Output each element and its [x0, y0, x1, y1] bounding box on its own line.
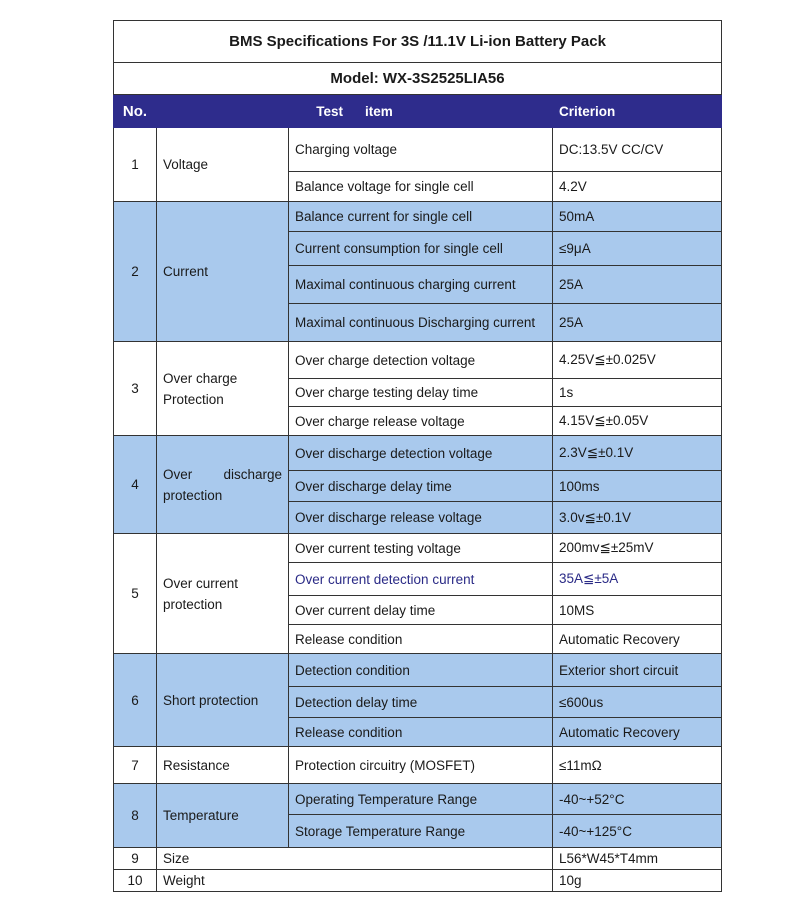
test-item-cell: Operating Temperature Range	[289, 784, 553, 815]
header-criterion: Criterion	[553, 95, 722, 128]
category-cell: Short protection	[157, 654, 289, 747]
model-number: Model: WX-3S2525LIA56	[114, 63, 722, 95]
criterion-cell: 10MS	[553, 596, 722, 625]
category-cell: Resistance	[157, 747, 289, 784]
table-row	[114, 654, 722, 687]
category-cell: Voltage	[157, 128, 289, 202]
criterion-cell: 10g	[553, 870, 722, 892]
test-item-cell: Over charge testing delay time	[289, 379, 553, 407]
test-item-cell: Over charge release voltage	[289, 407, 553, 436]
header-no: No.	[114, 95, 157, 128]
criterion-cell: L56*W45*T4mm	[553, 848, 722, 870]
test-item-cell: Over discharge delay time	[289, 471, 553, 502]
header-test: Test	[316, 103, 343, 119]
test-item-cell: Current consumption for single cell	[289, 232, 553, 266]
test-item-cell: Over current detection current	[289, 563, 553, 596]
row-number: 10	[114, 870, 157, 892]
test-item-cell: Over discharge release voltage	[289, 502, 553, 534]
category-cell: Over current protection	[157, 534, 289, 654]
criterion-cell: Exterior short circuit	[553, 654, 722, 687]
table-row	[114, 128, 722, 172]
table-row	[114, 870, 722, 892]
spec-table	[113, 20, 722, 892]
table-row	[114, 848, 722, 870]
table-row	[114, 436, 722, 471]
test-item-cell: Over current testing voltage	[289, 534, 553, 563]
criterion-cell: ≤600us	[553, 687, 722, 718]
category-cell: Over charge Protection	[157, 342, 289, 436]
header-row	[114, 95, 722, 128]
title-row	[114, 21, 722, 63]
test-item-cell: Balance voltage for single cell	[289, 172, 553, 202]
row-number: 1	[114, 128, 157, 202]
criterion-cell: 50mA	[553, 202, 722, 232]
test-item-cell: Release condition	[289, 718, 553, 747]
test-item-cell: Over discharge detection voltage	[289, 436, 553, 471]
table-row	[114, 342, 722, 379]
header-item: item	[365, 103, 393, 119]
test-item-cell: Detection delay time	[289, 687, 553, 718]
category-cell: Over discharge protection	[157, 436, 289, 534]
test-item-cell: Balance current for single cell	[289, 202, 553, 232]
test-item-cell: Detection condition	[289, 654, 553, 687]
header-test-item	[157, 95, 553, 128]
test-item-cell: Maximal continuous charging current	[289, 266, 553, 304]
criterion-cell: DC:13.5V CC/CV	[553, 128, 722, 172]
criterion-cell: 25A	[553, 266, 722, 304]
row-number: 2	[114, 202, 157, 342]
spec-sheet	[113, 20, 721, 892]
test-item-cell: Charging voltage	[289, 128, 553, 172]
test-item-cell: Protection circuitry (MOSFET)	[289, 747, 553, 784]
test-item-cell: Storage Temperature Range	[289, 815, 553, 848]
criterion-cell: 3.0v≦±0.1V	[553, 502, 722, 534]
criterion-cell: 4.25V≦±0.025V	[553, 342, 722, 379]
criterion-cell: 25A	[553, 304, 722, 342]
row-number: 9	[114, 848, 157, 870]
criterion-cell: -40~+125°C	[553, 815, 722, 848]
row-number: 5	[114, 534, 157, 654]
table-row	[114, 747, 722, 784]
criterion-cell: ≤9μA	[553, 232, 722, 266]
table-row	[114, 202, 722, 232]
criterion-cell: 35A≦±5A	[553, 563, 722, 596]
criterion-cell: Automatic Recovery	[553, 625, 722, 654]
document-title: BMS Specifications For 3S /11.1V Li-ion Battery Pack	[114, 21, 722, 63]
criterion-cell: 1s	[553, 379, 722, 407]
test-item-cell: Over charge detection voltage	[289, 342, 553, 379]
category-cell: Temperature	[157, 784, 289, 848]
model-row	[114, 63, 722, 95]
table-row	[114, 784, 722, 815]
row-number: 8	[114, 784, 157, 848]
row-number: 7	[114, 747, 157, 784]
row-number: 4	[114, 436, 157, 534]
criterion-cell: 4.2V	[553, 172, 722, 202]
criterion-cell: 4.15V≦±0.05V	[553, 407, 722, 436]
category-cell: Size	[157, 848, 553, 870]
criterion-cell: 100ms	[553, 471, 722, 502]
row-number: 6	[114, 654, 157, 747]
test-item-cell: Maximal continuous Discharging current	[289, 304, 553, 342]
table-row	[114, 534, 722, 563]
criterion-cell: Automatic Recovery	[553, 718, 722, 747]
criterion-cell: 2.3V≦±0.1V	[553, 436, 722, 471]
criterion-cell: ≤11mΩ	[553, 747, 722, 784]
criterion-cell: -40~+52°C	[553, 784, 722, 815]
category-cell: Current	[157, 202, 289, 342]
row-number: 3	[114, 342, 157, 436]
criterion-cell: 200mv≦±25mV	[553, 534, 722, 563]
category-cell: Weight	[157, 870, 553, 892]
test-item-cell: Over current delay time	[289, 596, 553, 625]
test-item-cell: Release condition	[289, 625, 553, 654]
